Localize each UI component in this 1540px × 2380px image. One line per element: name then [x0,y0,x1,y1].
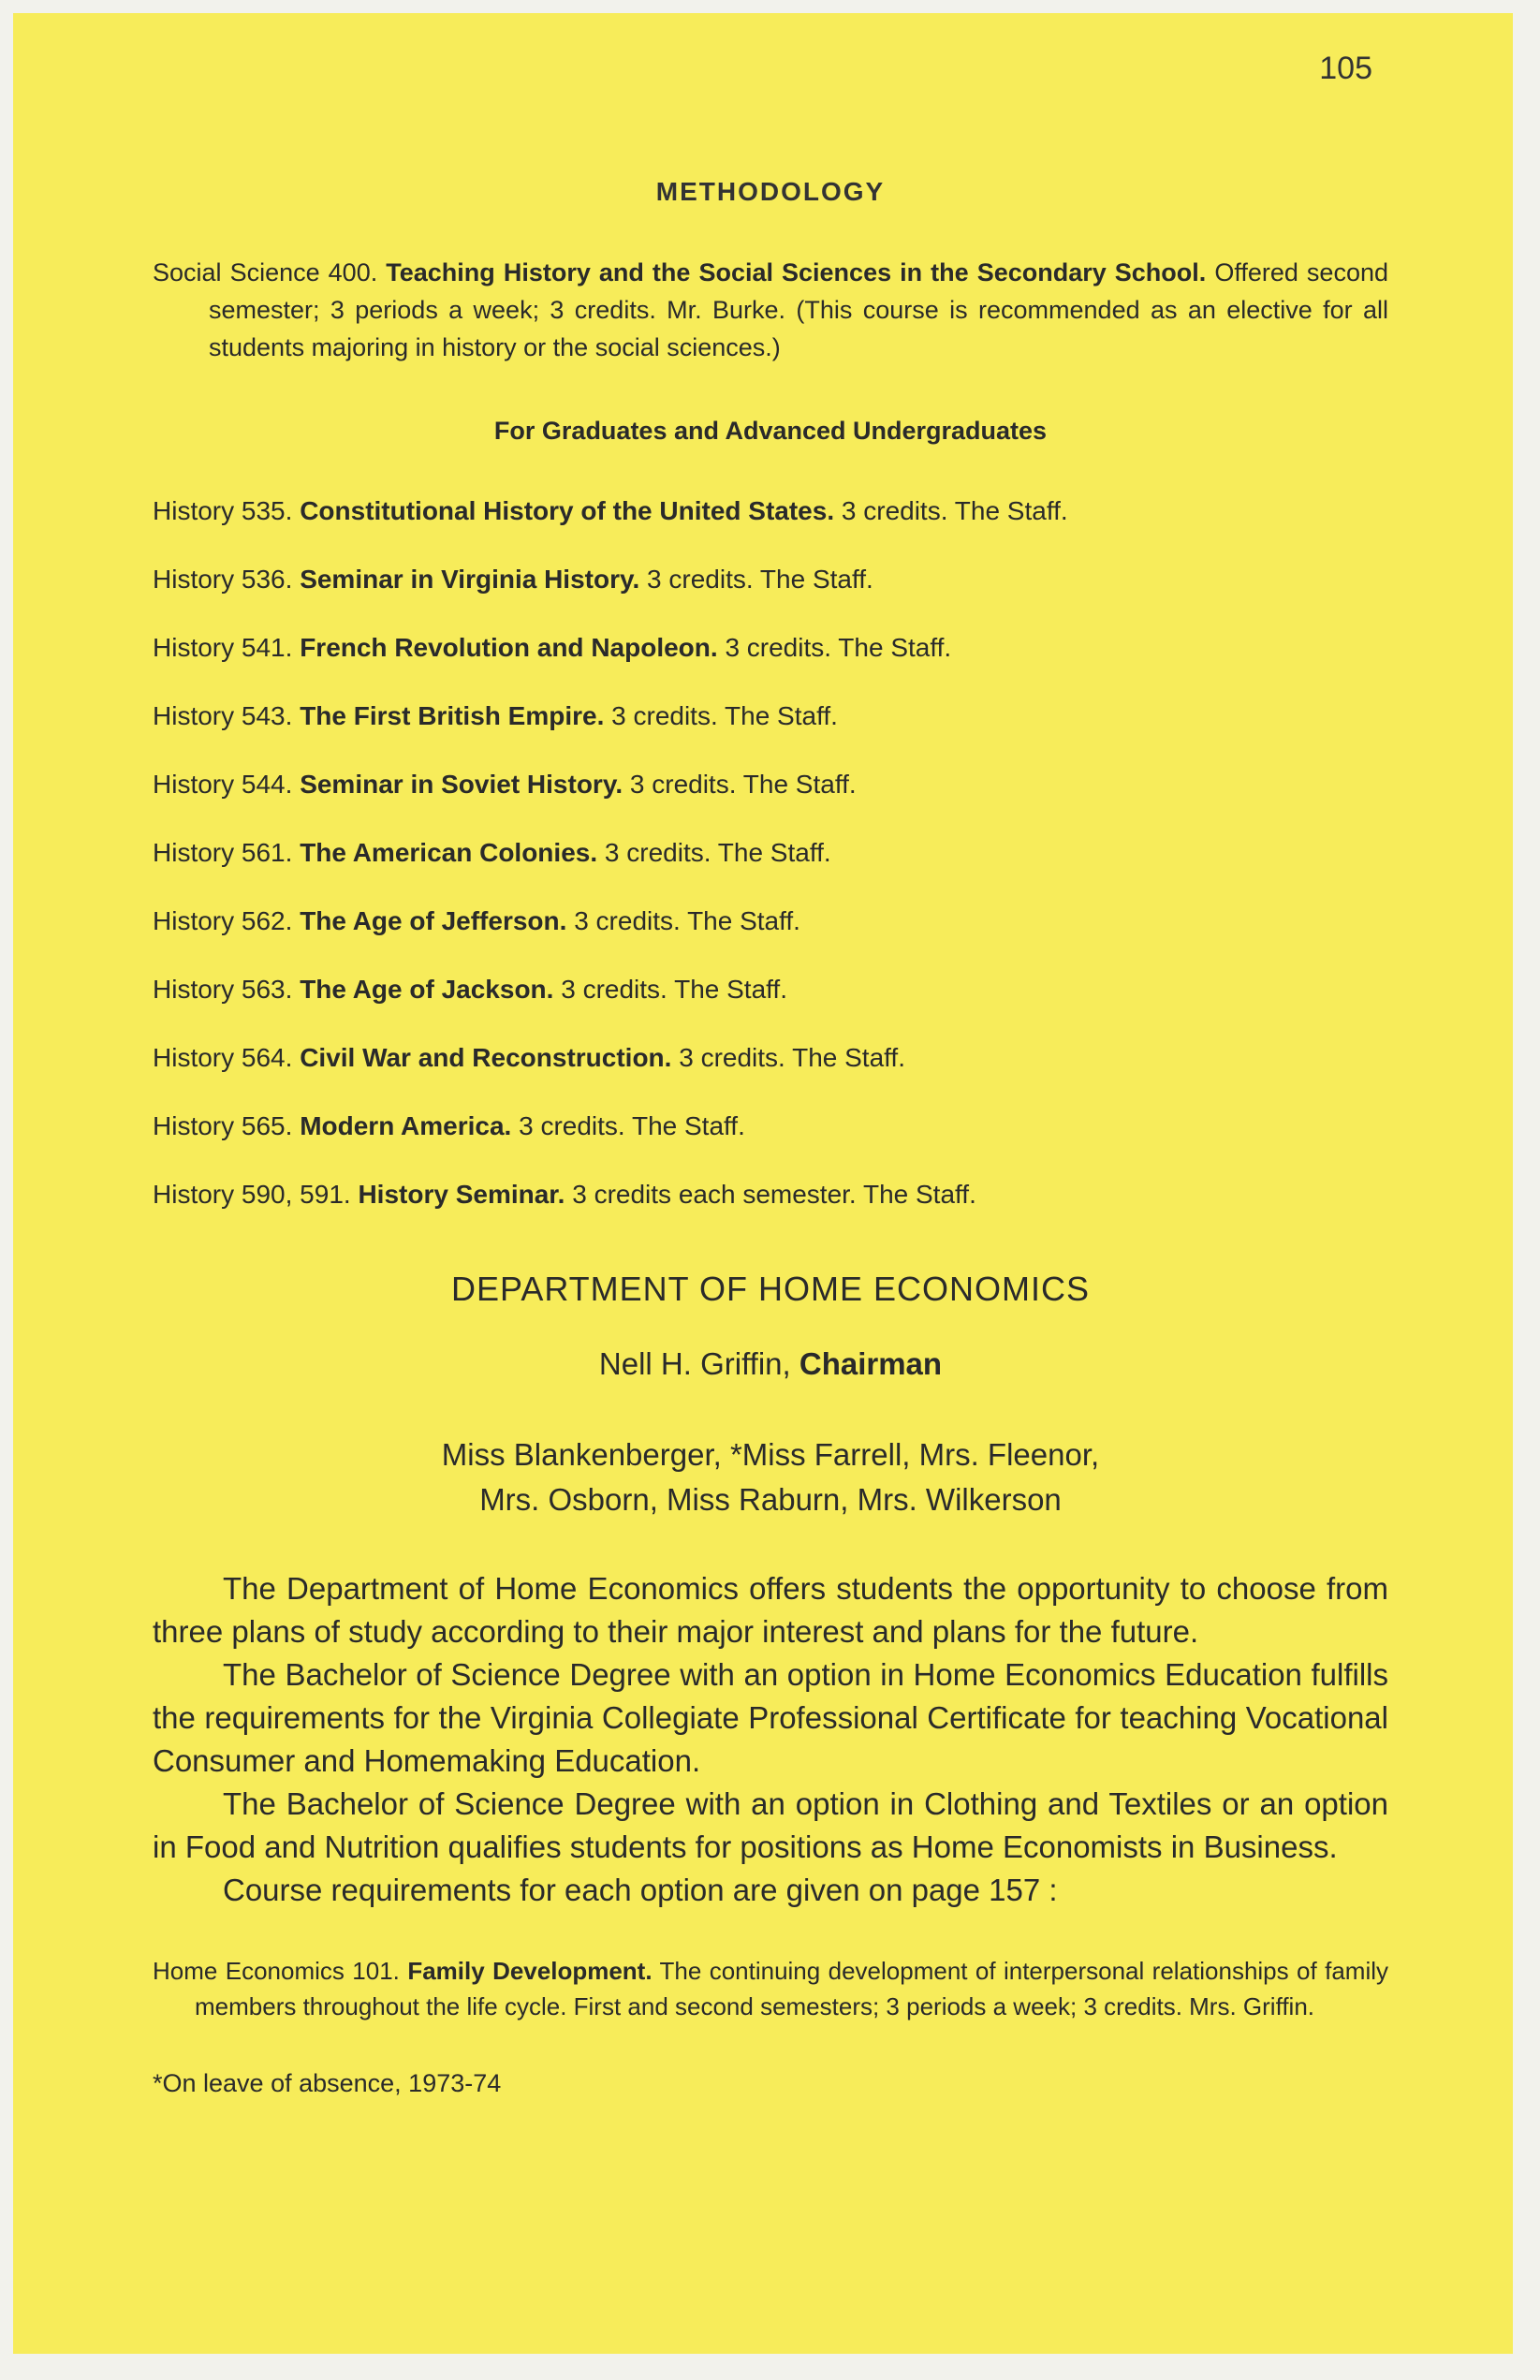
course-title: The American Colonies. [300,838,598,867]
course-code: History 536. [153,565,293,594]
course-title: Civil War and Reconstruction. [300,1043,672,1072]
course-entry [153,971,1388,1008]
course-code: Social Science 400. [153,258,378,286]
staff-line: Miss Blankenberger, *Miss Farrell, Mrs. Fleenor, [441,1437,1100,1472]
course-entry [153,766,1388,803]
course-code: History 590, 591. [153,1180,351,1209]
page-number: 105 [1319,51,1372,86]
course-entry [153,698,1388,735]
course-credits: 3 credits each semester. The Staff. [572,1180,976,1209]
course-credits: 3 credits. The Staff. [629,770,857,799]
course-entry [153,492,1388,530]
course-credits: 3 credits. The Staff. [611,701,838,730]
course-credits: 3 credits. The Staff. [604,838,831,867]
department-description [153,1567,1388,1912]
course-entry [153,1108,1388,1145]
course-code: History 535. [153,496,293,525]
paragraph: The Bachelor of Science Degree with an option in Home Economics Education fulfills the requirements for the Virginia Collegiate Professional Certificate for teaching Vocational Consumer and Homemaking Education. [153,1657,1388,1778]
footnote: *On leave of absence, 1973-74 [153,2069,502,2097]
course-credits: 3 credits. The Staff. [679,1043,905,1072]
course-title: Modern America. [300,1111,512,1140]
course-code: History 562. [153,906,293,935]
paragraph: Course requirements for each option are given on page 157 : [223,1873,1058,1907]
course-title: Family Development. [407,1957,653,1985]
history-course-list [153,492,1388,1213]
course-credits: 3 credits. The Staff. [647,565,873,594]
course-title: Teaching History and the Social Sciences in the Secondary School. [386,258,1207,286]
course-code: History 565. [153,1111,293,1140]
course-title: The First British Empire. [300,701,605,730]
course-code: History 561. [153,838,293,867]
course-description: The continuing development of interpersonal relationships of family members throughout the life cycle. First and second semesters; 3 periods a week; 3 credits. Mrs. Griffin. [195,1957,1389,2020]
course-code: History 541. [153,633,293,662]
course-title: Seminar in Soviet History. [300,770,623,799]
course-entry [153,629,1388,667]
graduates-heading: For Graduates and Advanced Undergraduates [493,417,1048,445]
page-content [153,177,1388,2098]
course-entry [153,834,1388,872]
course-code: History 543. [153,701,293,730]
course-description: Offered second semester; 3 periods a week; 3 credits. Mr. Burke. (This course is recommended as an elective for all students majoring in history or the social sciences.) [209,258,1388,361]
course-credits: 3 credits. The Staff. [561,975,787,1004]
course-title: The Age of Jackson. [300,975,554,1004]
chair-title: Chairman [799,1346,943,1381]
department-heading: DEPARTMENT OF HOME ECONOMICS [450,1270,1091,1308]
course-entry [153,1039,1388,1077]
course-entry [153,561,1388,598]
staff-line: Mrs. Osborn, Miss Raburn, Mrs. Wilkerson [479,1482,1062,1517]
chair-name: Nell H. Griffin, [598,1346,791,1381]
course-credits: 3 credits. The Staff. [519,1111,745,1140]
course-code: History 544. [153,770,293,799]
course-code: History 564. [153,1043,293,1072]
course-title: Constitutional History of the United States. [300,496,835,525]
department-staff [153,1432,1388,1522]
course-title: French Revolution and Napoleon. [300,633,718,662]
course-title: The Age of Jefferson. [300,906,567,935]
course-credits: 3 credits. The Staff. [574,906,800,935]
methodology-heading: METHODOLOGY [655,177,886,206]
course-social-science-400 [153,254,1388,366]
paragraph: The Department of Home Economics offers students the opportunity to choose from three plans of study according to their major interest and plans for the future. [153,1571,1388,1649]
paragraph: The Bachelor of Science Degree with an option in Clothing and Textiles or an option in Food and Nutrition qualifies students for positions as Home Economists in Business. [153,1786,1388,1864]
course-entry [153,1176,1388,1213]
course-entry [153,903,1388,940]
department-chair [153,1346,1388,1382]
course-credits: 3 credits. The Staff. [841,496,1068,525]
course-code: History 563. [153,975,293,1004]
course-code: Home Economics 101. [153,1957,400,1985]
course-home-economics-101 [153,1953,1388,2024]
course-credits: 3 credits. The Staff. [725,633,952,662]
catalog-page [13,13,1513,2354]
course-title: History Seminar. [358,1180,565,1209]
course-title: Seminar in Virginia History. [300,565,640,594]
